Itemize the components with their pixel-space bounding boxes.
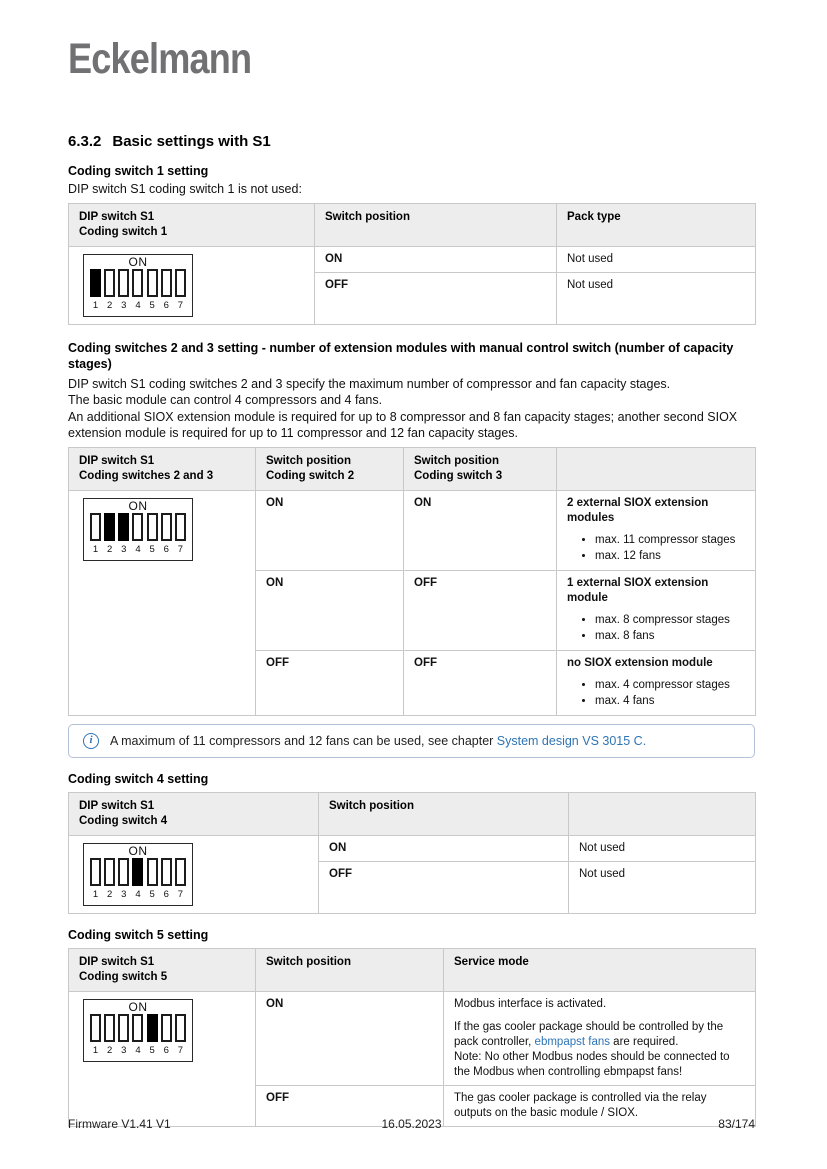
dip-number-label: 4 [135,299,141,311]
dip-slot-2 [104,1014,115,1042]
table-row [69,835,756,861]
header-line: DIP switch S1 [79,210,155,223]
dip-number-label: 7 [177,1044,184,1056]
dip-numbers [90,887,186,902]
dip-number-label: 2 [107,1044,113,1056]
dip-slot-4 [132,1014,143,1042]
header-empty [569,792,756,835]
dip-number-label: 6 [163,299,169,311]
service-mode-line2-pre: If the gas cooler package should be controlled by the pack controller, [454,1020,724,1048]
header-line: Coding switch 2 [266,469,355,482]
dip-graphic-cell [69,246,315,324]
service-mode-line2-post: are required. [609,1035,679,1048]
section-number: 6.3.2 [68,133,102,150]
value-cell: Not used [569,835,756,861]
coding-switches-2-3-para3: An additional SIOX extension module is required for up to 8 compressor and 8 fan capacity stages; another second SIOX extension module is required for up to 11 compressor and 12 fan capacity stages. [68,409,738,440]
table-header-row [69,792,756,835]
header-dip-switch [69,203,315,246]
service-mode-cell [444,991,756,1085]
service-mode-line3: Note: No other Modbus nodes should be connected to the Modbus when controlling ebmpapst fans! [454,1050,730,1078]
switch3-cell: ON [404,490,557,570]
pack-type-cell: Not used [557,246,756,272]
header-line: DIP switch S1 [79,799,155,812]
table-row [69,991,756,1085]
dip-slots [90,1014,186,1042]
header-switch-position: Switch position [319,792,569,835]
dip-on-label: ON [128,498,148,513]
dip-slot-7 [175,513,186,541]
ebmpapst-fans-link[interactable]: ebmpapst fans [534,1035,610,1048]
table-header-row [69,203,756,246]
dip-numbers [90,542,186,557]
info-note-text [110,734,646,748]
dip-slot-4 [132,858,143,886]
dip-slot-5 [147,1014,158,1042]
dip-number-label: 4 [135,543,141,555]
switch2-cell: OFF [256,650,404,715]
result-title: no SIOX extension module [567,656,713,669]
dip-number-label: 7 [177,543,184,555]
header-line: Coding switches 2 and 3 [79,469,214,482]
dip-number-label: 7 [177,299,184,311]
result-cell [557,570,756,650]
coding-switches-2-3-para1: DIP switch S1 coding switches 2 and 3 specify the maximum number of compressor and fan capacity stages. [68,376,671,391]
result-bullets [567,678,745,709]
header-service-mode: Service mode [444,948,756,991]
dip-switch-graphic-coding-2-3 [83,498,193,561]
table-header-row [69,447,756,490]
switch-position-cell: ON [319,835,569,861]
dip-slot-7 [175,1014,186,1042]
dip-slot-5 [147,269,158,297]
dip-slot-1 [90,858,101,886]
coding-switch-1-table [68,203,756,325]
bullet-item: • max. 11 compressor stages [595,533,745,548]
dip-slot-1 [90,513,101,541]
dip-switch-graphic-coding-5 [83,999,193,1062]
dip-number-label: 2 [107,299,113,311]
dip-number-label: 2 [107,888,113,900]
dip-slot-3 [118,858,129,886]
dip-number-label: 5 [149,888,155,900]
result-cell [557,650,756,715]
dip-graphic-cell [69,490,256,715]
switch3-cell: OFF [404,650,557,715]
dip-number-label: 1 [92,1044,99,1056]
result-bullets [567,533,745,564]
section-heading [68,133,755,150]
switch2-cell: ON [256,490,404,570]
coding-switch-1-heading: Coding switch 1 setting [68,164,209,178]
switch-position-cell: OFF [315,272,557,324]
coding-switch-5-table [68,948,756,1127]
dip-on-label: ON [128,254,148,269]
dip-number-label: 5 [149,543,155,555]
dip-number-label: 3 [121,299,127,311]
value-cell: Not used [569,861,756,913]
coding-switch-1-intro: DIP switch S1 coding switch 1 is not used: [68,182,302,196]
dip-slot-2 [104,858,115,886]
result-title: 1 external SIOX extension module [567,576,709,604]
dip-slot-6 [161,513,172,541]
bullet-item: • max. 4 compressor stages [595,678,745,693]
dip-slot-6 [161,858,172,886]
coding-switches-2-3-table [68,447,756,716]
header-dip-switch [69,447,256,490]
footer-firmware-version: Firmware V1.41 V1 [68,1117,171,1131]
dip-number-label: 6 [163,888,169,900]
header-line: Switch position [266,454,351,467]
dip-slot-5 [147,858,158,886]
dip-number-label: 6 [163,543,169,555]
dip-switch-graphic-coding-1 [83,254,193,317]
header-empty [557,447,756,490]
dip-number-label: 5 [149,1044,155,1056]
footer-date: 16.05.2023 [381,1117,442,1131]
service-mode-cell: The gas cooler package is controlled via the relay outputs on the basic module / SIOX. [444,1085,756,1126]
table-row [69,490,756,570]
dip-slot-3 [118,1014,129,1042]
dip-numbers [90,1043,186,1058]
service-mode-line2 [454,1020,745,1050]
eckelmann-logo: Eckelmann [68,35,252,83]
header-pack-type: Pack type [557,203,756,246]
dip-on-label: ON [128,999,148,1014]
dip-number-label: 3 [121,543,127,555]
dip-slot-3 [118,513,129,541]
system-design-link[interactable]: System design VS 3015 C. [496,733,647,748]
coding-switches-2-3-heading: Coding switches 2 and 3 setting - number of extension modules with manual control switch (number of capacity stages) [68,340,734,371]
dip-number-label: 5 [149,299,155,311]
header-line: DIP switch S1 [79,955,155,968]
bullet-item: • max. 12 fans [595,549,745,564]
dip-number-label: 7 [177,888,184,900]
footer-page-number: 83/174 [718,1117,755,1131]
dip-slot-1 [90,269,101,297]
header-dip-switch [69,948,256,991]
coding-switch-4-heading: Coding switch 4 setting [68,771,209,786]
dip-number-label: 6 [163,1044,169,1056]
coding-switch-5-heading: Coding switch 5 setting [68,927,209,942]
dip-number-label: 2 [107,543,113,555]
result-cell [557,490,756,570]
header-switch-position: Switch position [315,203,557,246]
dip-slot-4 [132,513,143,541]
dip-slot-3 [118,269,129,297]
dip-slot-2 [104,513,115,541]
dip-slot-6 [161,269,172,297]
dip-number-label: 1 [92,888,99,900]
dip-slot-7 [175,858,186,886]
dip-slots [90,858,186,886]
switch-position-cell: ON [315,246,557,272]
header-line: Coding switch 4 [79,814,168,827]
dip-on-label: ON [128,843,148,858]
pack-type-cell: Not used [557,272,756,324]
switch-position-cell: OFF [319,861,569,913]
dip-numbers [90,298,186,313]
switch2-cell: ON [256,570,404,650]
info-note-box [68,724,755,758]
header-line: Coding switch 5 [79,970,168,983]
header-line: DIP switch S1 [79,454,155,467]
table-row [69,246,756,272]
dip-number-label: 1 [92,299,99,311]
info-icon: i [83,733,99,749]
header-line: Coding switch 3 [414,469,503,482]
dip-number-label: 4 [135,888,141,900]
switch-position-cell: ON [256,991,444,1085]
section-title: Basic settings with S1 [112,133,271,150]
dip-slots [90,269,186,297]
dip-slot-5 [147,513,158,541]
dip-slot-4 [132,269,143,297]
header-switch-position: Switch position [256,948,444,991]
info-note-text-body: A maximum of 11 compressors and 12 fans can be used, see chapter [110,733,497,748]
dip-slot-1 [90,1014,101,1042]
result-bullets [567,613,745,644]
header-dip-switch [69,792,319,835]
dip-number-label: 3 [121,888,127,900]
switch3-cell: OFF [404,570,557,650]
coding-switch-4-table [68,792,756,914]
dip-number-label: 1 [92,543,99,555]
service-mode-line1: Modbus interface is activated. [454,997,607,1010]
header-switch-position-2 [256,447,404,490]
dip-number-label: 4 [135,1044,141,1056]
result-title: 2 external SIOX extension modules [567,496,709,524]
dip-graphic-cell [69,835,319,913]
table-header-row [69,948,756,991]
bullet-item: • max. 8 compressor stages [595,613,745,628]
switch-position-cell: OFF [256,1085,444,1126]
header-switch-position-3 [404,447,557,490]
dip-slot-6 [161,1014,172,1042]
dip-number-label: 3 [121,1044,127,1056]
bullet-item: • max. 4 fans [595,694,745,709]
dip-switch-graphic-coding-4 [83,843,193,906]
header-line: Switch position [414,454,499,467]
dip-slot-7 [175,269,186,297]
header-line: Coding switch 1 [79,225,168,238]
dip-graphic-cell [69,991,256,1126]
coding-switches-2-3-para2: The basic module can control 4 compressors and 4 fans. [68,393,383,407]
dip-slot-2 [104,269,115,297]
bullet-item: • max. 8 fans [595,629,745,644]
dip-slots [90,513,186,541]
